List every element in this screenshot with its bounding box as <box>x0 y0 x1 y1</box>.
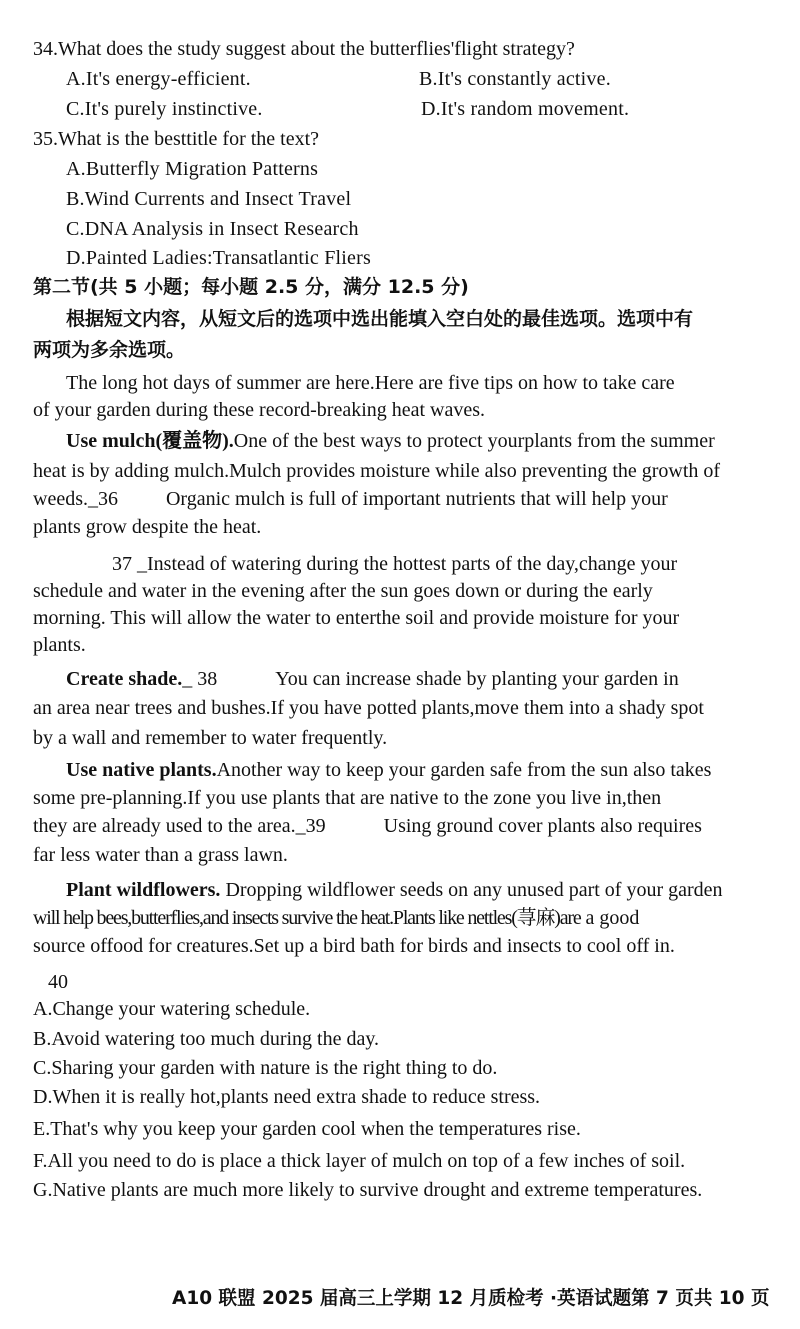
paragraph-4-line-1-text: Another way to keep your garden safe from the sun also takes <box>216 759 712 781</box>
paragraph-4-line-3-text: Using ground cover plants also requires <box>383 815 702 837</box>
paragraph-4-line-3 <box>33 813 702 839</box>
paragraph-5-line-2-tail: a good <box>580 907 640 929</box>
question-35-option-c: C.DNA Analysis in Insect Research <box>66 218 359 240</box>
passage-intro-line-1: The long hot days of summer are here.Here are five tips on how to take care <box>66 372 675 394</box>
choice-b: B.Avoid watering too much during the day. <box>33 1028 380 1050</box>
paragraph-1-line-3 <box>33 486 668 512</box>
paragraph-5-line-1-text: Dropping wildflower seeds on any unused part of your garden <box>220 879 723 901</box>
paragraph-2-line-4: plants. <box>33 634 86 656</box>
choice-g: G.Native plants are much more likely to survive drought and extreme temperatures. <box>33 1179 703 1201</box>
paragraph-4-line-1 <box>66 757 711 783</box>
paragraph-5-line-2 <box>33 905 639 931</box>
question-35-option-d: D.Painted Ladies:Transatlantic Fliers <box>66 247 371 269</box>
paragraph-1-line-1 <box>66 428 715 454</box>
paragraph-1-line-3-text: Organic mulch is full of important nutrients that will help your <box>165 488 668 510</box>
paragraph-3-line-2: an area near trees and bushes.If you have potted plants,move them into a shady spot <box>33 697 704 719</box>
section-instruction-line-1: 根据短文内容，从短文后的选项中选出能填入空白处的最佳选项。选项中有 <box>66 308 694 330</box>
paragraph-4-title: Use native plants. <box>66 759 217 781</box>
question-34-option-a: A.It's energy-efficient. <box>66 68 251 90</box>
paragraph-2-line-3: morning. This will allow the water to enterthe soil and provide moisture for your <box>33 607 680 629</box>
question-34-option-b: B.It's constantly active. <box>419 68 611 90</box>
paragraph-3-line-3: by a wall and remember to water frequently. <box>33 727 388 749</box>
paragraph-1-line-2: heat is by adding mulch.Mulch provides moisture while also preventing the growth of <box>33 460 721 482</box>
paragraph-5-line-1 <box>66 877 723 903</box>
choice-d: D.When it is really hot,plants need extra shade to reduce stress. <box>33 1086 541 1108</box>
choice-a: A.Change your watering schedule. <box>33 998 311 1020</box>
paragraph-5-line-2-text: will help bees,butterflies,and insects survive the heat.Plants like nettles(荨麻)are <box>33 907 581 929</box>
paragraph-2-line-2: schedule and water in the evening after the sun goes down or during the early <box>33 580 653 602</box>
paragraph-2-line-1 <box>112 551 677 577</box>
paragraph-4-line-2: some pre-planning.If you use plants that are native to the zone you live in,then <box>33 787 662 809</box>
choice-c: C.Sharing your garden with nature is the right thing to do. <box>33 1057 498 1079</box>
choice-e: E.That's why you keep your garden cool when the temperatures rise. <box>33 1118 581 1140</box>
paragraph-3-line-1 <box>66 666 679 692</box>
blank-39: they are already used to the area._39 <box>33 815 326 837</box>
paragraph-2-line-1-text: Instead of watering during the hottest parts of the day,change your <box>147 553 678 575</box>
blank-37: 37 _ <box>112 553 147 575</box>
question-34-option-c: C.It's purely instinctive. <box>66 98 263 120</box>
question-34-stem: 34.What does the study suggest about the butterflies'flight strategy? <box>33 38 575 60</box>
blank-36: weeds._36 <box>33 488 118 510</box>
question-34-option-d: D.It's random movement. <box>421 98 630 120</box>
choice-f: F.All you need to do is place a thick layer of mulch on top of a few inches of soil. <box>33 1150 686 1172</box>
paragraph-1-text: One of the best ways to protect yourplants from the summer <box>233 430 715 452</box>
paragraph-3-title: Create shade. <box>66 668 183 690</box>
paragraph-3-line-1-text: You can increase shade by planting your garden in <box>275 668 679 690</box>
paragraph-1-title: Use mulch(覆盖物). <box>66 430 234 452</box>
question-35-stem: 35.What is the besttitle for the text? <box>33 128 320 150</box>
question-35-option-b: B.Wind Currents and Insect Travel <box>66 188 352 210</box>
page-footer: A10 联盟 2025 届高三上学期 12 月质检考 ·英语试题第 7 页共 10 页 <box>172 1287 770 1309</box>
paragraph-5-line-3: source offood for creatures.Set up a bird bath for birds and insects to cool off in. <box>33 935 675 957</box>
question-35-option-a: A.Butterfly Migration Patterns <box>66 158 319 180</box>
section-heading: 第二节(共 5 小题；每小题 2.5 分，满分 12.5 分) <box>33 276 469 298</box>
paragraph-1-line-4: plants grow despite the heat. <box>33 516 262 538</box>
paragraph-4-line-4: far less water than a grass lawn. <box>33 844 288 866</box>
paragraph-5-title: Plant wildflowers. <box>66 879 221 901</box>
blank-38: _ 38 <box>182 668 218 690</box>
section-instruction-line-2: 两项为多余选项。 <box>33 339 186 361</box>
passage-intro-line-2: of your garden during these record-breaking heat waves. <box>33 399 486 421</box>
blank-40: 40 <box>48 971 68 993</box>
